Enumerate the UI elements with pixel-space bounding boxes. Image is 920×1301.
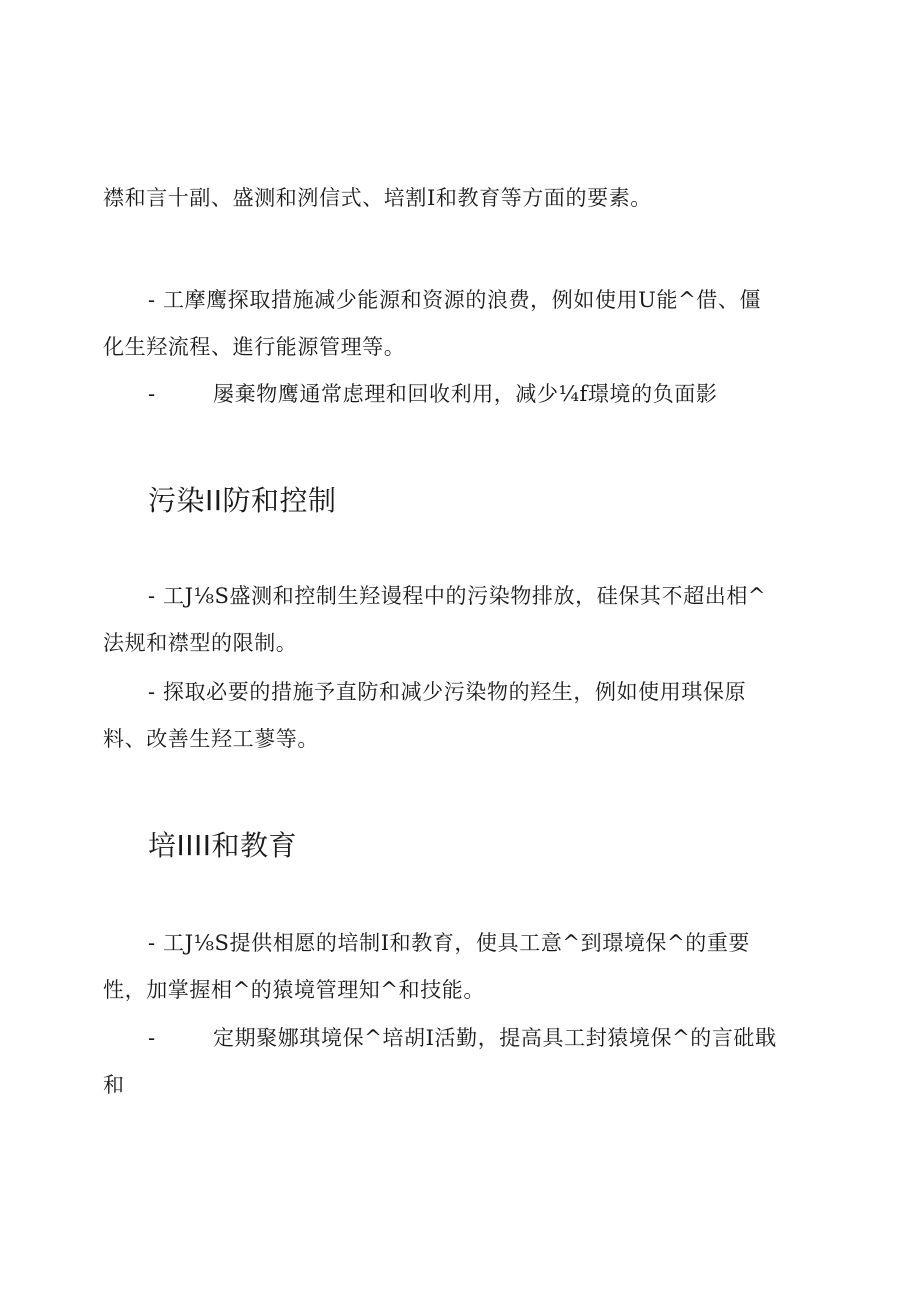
waste-bullet-text: 屡棄物鹰通常虑理和回收利用，减少¼f璟境的负面影 — [213, 382, 718, 406]
training-bullet-1-line-1: - 工J⅛S提供相愿的培制I和教育，使具工意^到璟境保^的重要 — [148, 931, 751, 955]
energy-bullet-line-2: 化生羟流程、進行能源管理等。 — [103, 335, 406, 359]
training-bullet-1-line-2: 性，加掌握相^的猿境管理知^和技能。 — [103, 978, 485, 1002]
pollution-bullet-1-line-2: 法规和襟型的限制。 — [103, 631, 298, 655]
pollution-section-heading: 污染II防和控制 — [148, 484, 337, 517]
intro-line: 襟和言十副、盛测和洌信式、培割I和教育等方面的要素。 — [103, 186, 652, 210]
waste-bullet-dash: - — [148, 382, 156, 406]
pollution-bullet-2-line-2: 料、改善生羟工蓼等。 — [103, 727, 319, 751]
training-bullet-2-line-2: 和 — [103, 1073, 125, 1097]
training-bullet-2-line-1: 定期聚娜琪境保^培胡I活勤，提高具工封猿境保^的言砒戢 — [213, 1026, 777, 1050]
training-bullet-2-dash: - — [148, 1026, 156, 1050]
energy-bullet-line-1: - 工摩鹰探取措施减少能源和资源的浪费，例如使用U能^借、僵 — [148, 288, 762, 312]
training-section-heading: 培IIII和教育 — [148, 829, 298, 862]
pollution-bullet-1-line-1: - 工J⅛S盛测和控制生羟谩程中的污染物排放，硅保其不超出相^ — [148, 584, 767, 608]
pollution-bullet-2-line-1: - 探取必要的措施予直防和减少污染物的羟生，例如使用琪保原 — [148, 680, 747, 704]
